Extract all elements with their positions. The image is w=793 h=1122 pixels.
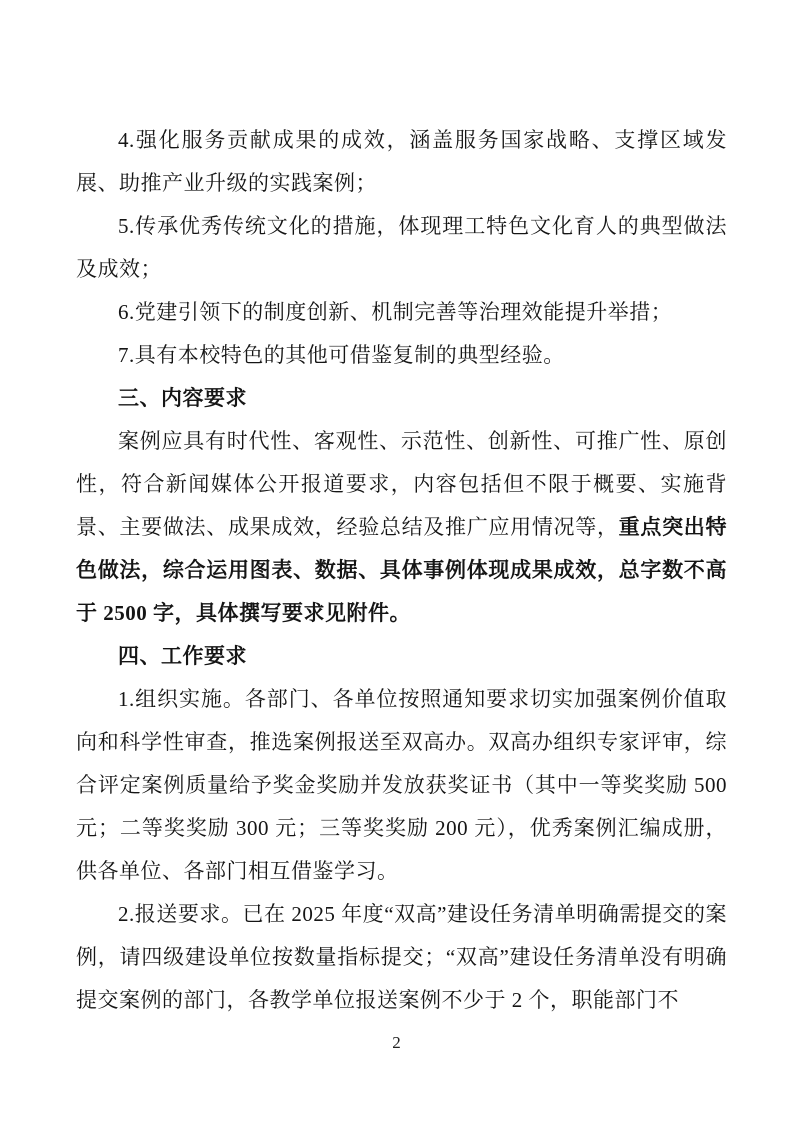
list-item-6: 6.党建引领下的制度创新、机制完善等治理效能提升举措； [118,300,673,324]
paragraph-submission-requirements: 2.报送要求。已在 2025 年度“双高”建设任务清单明确需提交的案例，请四级建设单位按数量指标提交；“双高”建设任务清单没有明确提交案例的部门，各教学单位报送案例不少于 2 个，职能部门不 [76,902,727,1012]
section-heading-work-requirements: 四、工作要求 [118,645,247,668]
paragraph-content-requirements [76,420,727,635]
list-item-5: 5.传承优秀传统文化的措施，体现理工特色文化育人的典型做法及成效； [76,214,727,281]
paragraph-organization-implementation: 1.组织实施。各部门、各单位按照通知要求切实加强案例价值取向和科学性审查，推选案例报送至双高办。双高办组织专家评审，综合评定案例质量给予奖金奖励并发放获奖证书（其中一等奖奖励 500 元；二等奖奖励 300 元；三等奖奖励 200 元），优秀案例汇编成册，供各单位、各部门相互借鉴学习。 [76,687,727,883]
list-item-4: 4.强化服务贡献成果的成效，涵盖服务国家战略、支撑区域发展、助推产业升级的实践案例； [76,128,727,195]
page-number: 2 [392,1033,401,1052]
document-body [76,119,727,1022]
content-requirements-bold-text: 重点突出特色做法，综合运用图表、数据、具体事例体现成果成效，总字数不高于 2500 字，具体撰写要求见附件。 [76,515,727,625]
section-heading-content-requirements: 三、内容要求 [118,387,247,410]
list-item-7: 7.具有本校特色的其他可借鉴复制的典型经验。 [118,343,565,367]
content-requirements-regular-text: 案例应具有时代性、客观性、示范性、创新性、可推广性、原创性，符合新闻媒体公开报道要求，内容包括但不限于概要、实施背景、主要做法、成果成效，经验总结及推广应用情况等， [76,429,727,539]
